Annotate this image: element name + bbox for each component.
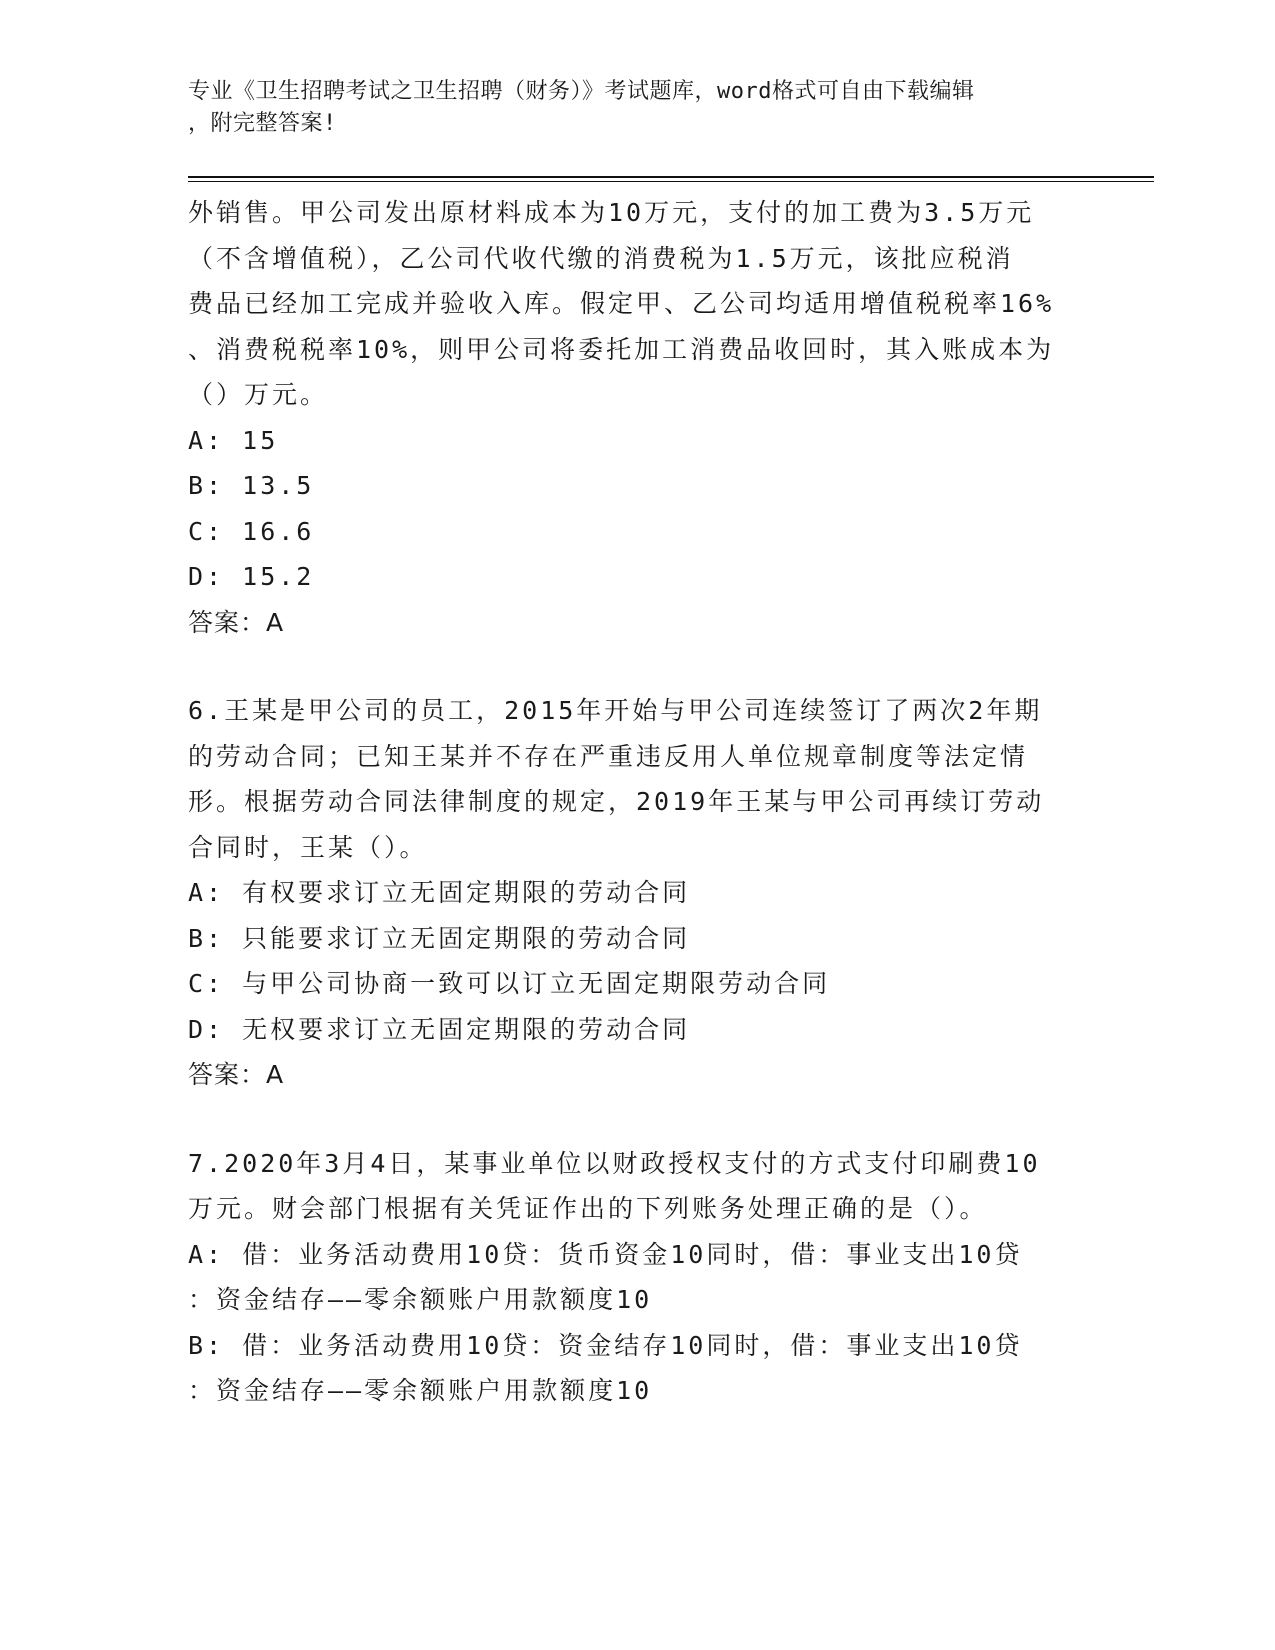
question-stem-line: 6.王某是甲公司的员工，2015年开始与甲公司连续签订了两次2年期 [188,696,1043,725]
option-c: C: 与甲公司协商一致可以订立无固定期限劳动合同 [188,969,831,998]
option-a: A: 借：业务活动费用10贷：货币资金10同时，借：事业支出10贷 [188,1239,1023,1269]
question-6 [188,688,1088,1098]
option-d: D: 15.2 [188,562,315,591]
option-b: B: 借：业务活动费用10贷：资金结存10同时，借：事业支出10贷 [188,1330,1023,1360]
question-stem-line: 、消费税税率10%，则甲公司将委托加工消费品收回时，其入账成本为 [188,334,1055,364]
answer-label: 答案：A [188,607,285,637]
option-d: D: 无权要求订立无固定期限的劳动合同 [188,1014,691,1044]
question-stem-line: 形。根据劳动合同法律制度的规定，2019年王某与甲公司再续订劳动 [188,787,1045,816]
option-a-continued: ：资金结存——零余额账户用款额度10 [188,1285,653,1314]
option-b: B: 13.5 [188,471,315,500]
question-stem-line: （）万元。 [188,380,329,409]
question-list [188,190,1088,1414]
question-stem-line: 的劳动合同；已知王某并不存在严重违反用人单位规章制度等法定情 [188,741,1029,771]
header-title-line-1: 专业《卫生招聘考试之卫生招聘（财务）》考试题库，word格式可自由下载编辑 [188,79,975,104]
question-7 [188,1141,1088,1414]
question-stem-line: 外销售。甲公司发出原材料成本为10万元，支付的加工费为3.5万元 [188,198,1035,227]
question-stem-line: 合同时，王某（）。 [188,832,428,862]
option-b: B: 只能要求订立无固定期限的劳动合同 [188,923,691,953]
option-a: A: 有权要求订立无固定期限的劳动合同 [188,878,691,907]
question-spacer [188,1098,1088,1141]
option-c: C: 16.6 [188,516,315,546]
question-5 [188,190,1088,645]
header-divider [188,176,1154,182]
question-stem-line: 费品已经加工完成并验收入库。假定甲、乙公司均适用增值税税率16% [188,289,1055,318]
page-header [188,76,1068,140]
question-stem-line: 7.2020年3月4日，某事业单位以财政授权支付的方式支付印刷费10 [188,1148,1041,1178]
header-title-line-2: ，附完整答案! [188,111,337,136]
question-spacer [188,645,1088,688]
option-b-continued: ：资金结存——零余额账户用款额度10 [188,1376,653,1405]
answer-label: 答案：A [188,1060,285,1089]
option-a: A: 15 [188,425,279,455]
question-stem-line: （不含增值税），乙公司代收代缴的消费税为1.5万元，该批应税消 [188,243,1014,273]
question-stem-line: 万元。财会部门根据有关凭证作出的下列账务处理正确的是（）。 [188,1194,988,1223]
